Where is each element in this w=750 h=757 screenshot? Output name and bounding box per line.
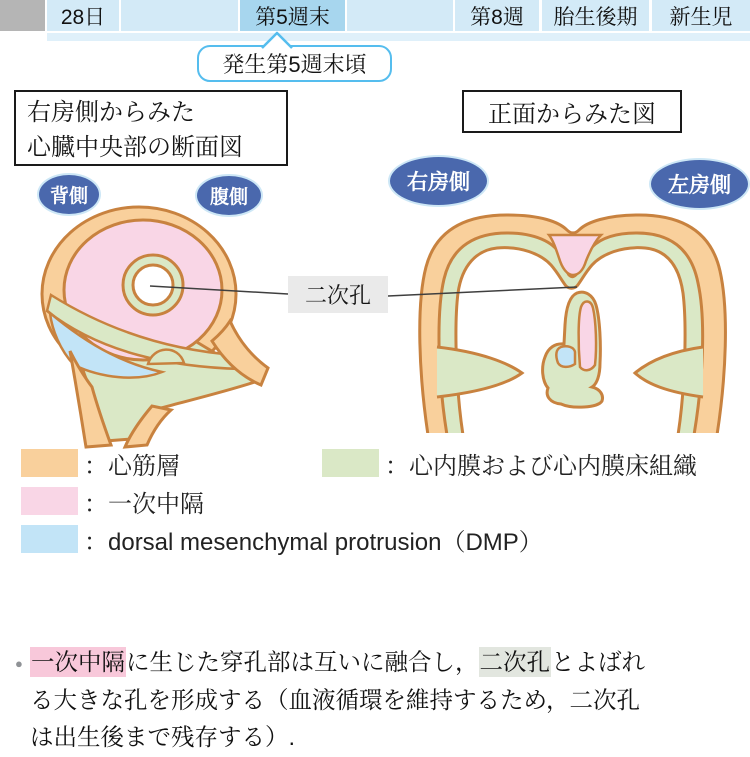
note-line-2: る大きな孔を形成する（血液循環を維持するため，二次孔 [30,686,641,713]
bullet-icon: ● [15,656,23,671]
timeline-cell-blank1 [121,0,238,31]
ostium-secundum-label: 二次孔 [288,276,388,313]
label-right-atrium-oval: 右房側 [388,155,489,207]
note-term-ostium-secundum: 二次孔 [479,649,550,675]
timeline-cell-week8: 第8週 [455,0,539,31]
stage-callout: 発生第5週末頃 [197,45,392,82]
note-line-3: は出生後まで残存する）. [30,724,296,750]
note-line-1 [15,644,746,682]
label-left-atrium-oval: 左房側 [649,158,750,210]
label-ventral-oval: 腹側 [195,174,263,217]
right-panel-title: 正面からみた図 [462,90,682,133]
note-text-segment: に生じた穿孔部は互いに融合し， [126,649,479,675]
legend-swatch-septum-primum [21,487,78,515]
label-dorsal-oval: 背側 [37,173,101,216]
timeline-cell-late-fetal: 胎生後期 [542,0,649,31]
callout-pointer-icon [258,29,296,49]
timeline-cell-gray [0,0,45,31]
dmp-pocket [556,346,575,367]
note-paragraph [15,644,746,757]
left-panel-title-line2: 心臓中央部の断面図 [27,134,243,161]
right-heart-frontal-diagram [395,205,745,433]
legend-label-myocardium: ：心筋層 [84,452,180,480]
septum-primum-finger [579,301,596,370]
ostium-secundum-hole [133,265,173,305]
timeline-cell-blank2 [347,0,453,31]
timeline-cell-newborn: 新生児 [652,0,750,31]
note-term-septum-primum: 一次中隔 [31,649,125,675]
left-heart-section-diagram [25,193,295,455]
note-text-segment: とよばれ [551,649,645,675]
timeline-strip [47,33,750,41]
legend-label-septum-primum: ：一次中隔 [84,490,204,518]
legend-label-dmp: ：dorsal mesenchymal protrusion（DMP） [84,528,543,556]
left-panel-title [14,90,288,166]
legend-label-endocardium: ：心内膜および心内膜床組織 [385,452,697,480]
left-panel-title-line1: 右房側からみた [27,99,195,126]
legend-swatch-dmp [21,525,78,553]
timeline-cell-28day: 28日 [47,0,119,31]
legend-swatch-myocardium [21,449,78,477]
timeline-cell-week5-active: 第5週末 [240,0,345,31]
legend-swatch-endocardium [322,449,379,477]
